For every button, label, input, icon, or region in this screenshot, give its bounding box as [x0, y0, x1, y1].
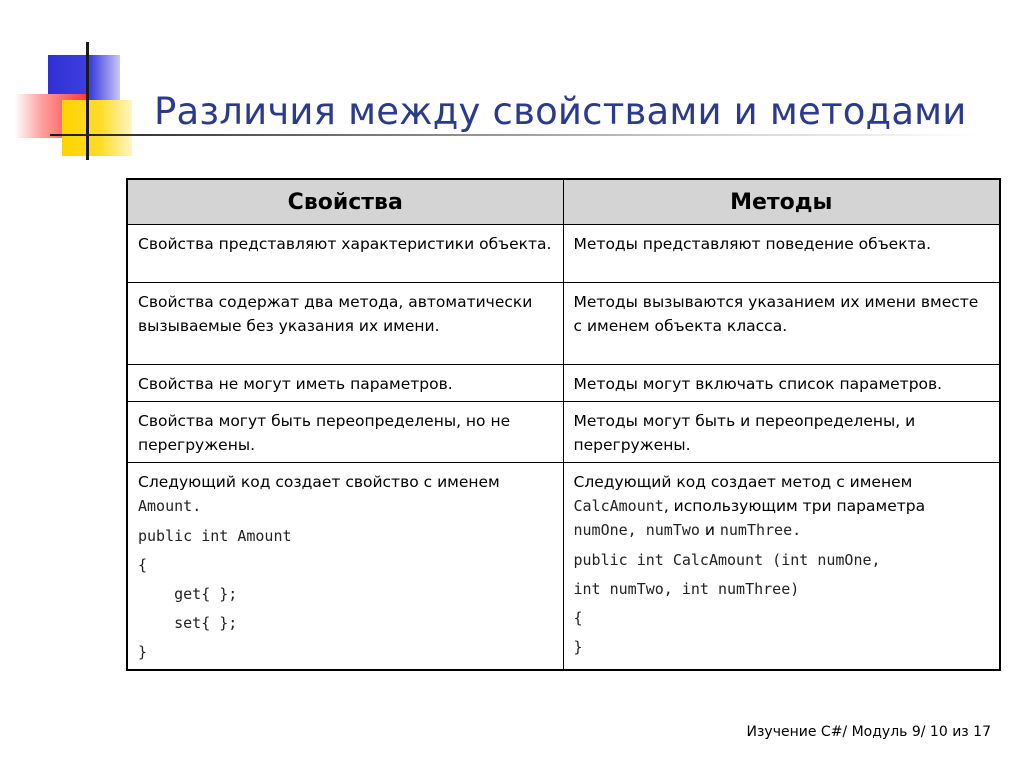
code-inline: CalcAmount: [573, 497, 664, 515]
code-line: }: [573, 638, 583, 656]
code-inline: numThree: [719, 521, 793, 539]
table-cell: Свойства представляют характеристики объекта.: [127, 225, 563, 283]
table-row-code: [127, 463, 1000, 671]
table-row: [127, 283, 1000, 365]
table-row: [127, 402, 1000, 463]
slide-title: Различия между свойствами и методами: [154, 90, 967, 133]
code-line: public int Amount: [138, 527, 292, 545]
table-cell: Методы могут быть и переопределены, и перегружены.: [563, 402, 1000, 463]
code-inline: Amount: [138, 497, 193, 515]
table-row: [127, 365, 1000, 402]
table-cell: Свойства не могут иметь параметров.: [127, 365, 563, 402]
header-properties: Свойства: [127, 179, 563, 225]
code-line: {: [138, 556, 148, 574]
table-header-row: [127, 179, 1000, 225]
code-inline: numOne, numTwo: [573, 521, 700, 539]
table-cell: Свойства могут быть переопределены, но не перегружены.: [127, 402, 563, 463]
code-line: {: [573, 609, 583, 627]
decor-yellow-square: [62, 100, 132, 156]
code-intro-mid: , использующим три параметра: [663, 497, 926, 515]
table-cell: Методы могут включать список параметров.: [563, 365, 1000, 402]
table-cell: Методы вызываются указанием их имени вместе с именем объекта класса.: [563, 283, 1000, 365]
code-intro-end: .: [192, 497, 202, 515]
table-row: [127, 225, 1000, 283]
code-intro-end: .: [792, 521, 802, 539]
decor-vertical-line: [86, 42, 89, 160]
code-line: int numTwo, int numThree): [573, 580, 800, 598]
code-line: set{ };: [138, 614, 238, 632]
code-intro-and: и: [699, 521, 720, 539]
table-cell: Методы представляют поведение объекта.: [563, 225, 1000, 283]
code-line: get{ };: [138, 585, 238, 603]
header-methods: Методы: [563, 179, 1000, 225]
code-cell-method: [563, 463, 1000, 671]
code-line: public int CalcAmount (int numOne,: [573, 551, 881, 569]
code-intro-text: Следующий код создает метод с именем: [573, 473, 913, 491]
code-cell-property: [127, 463, 563, 671]
comparison-table: [126, 178, 1001, 671]
code-intro-text: Следующий код создает свойство с именем: [138, 473, 500, 491]
slide-footer: Изучение C#/ Модуль 9/ 10 из 17: [746, 724, 991, 740]
decor-title-underline: [50, 134, 980, 136]
table-cell: Свойства содержат два метода, автоматически вызываемые без указания их имени.: [127, 283, 563, 365]
code-line: }: [138, 643, 148, 661]
